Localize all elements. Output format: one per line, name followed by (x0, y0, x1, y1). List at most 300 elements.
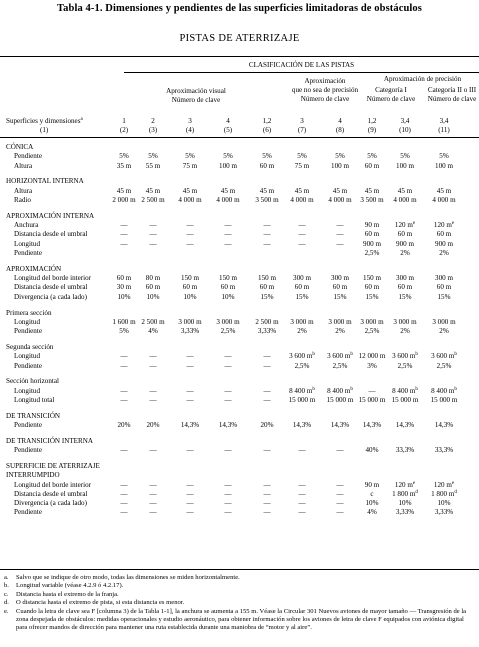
table-cell: 150 m (219, 274, 237, 283)
table-cell: 5% (335, 152, 345, 161)
table-cell: 15% (260, 292, 274, 301)
table-cell: 300 m (331, 274, 349, 283)
column-code: 2 (151, 117, 155, 125)
table-cell: 45 m (116, 186, 132, 195)
column-number: (2) (119, 126, 129, 134)
footnotes (4, 574, 476, 633)
table-cell: 3 000 m (393, 317, 417, 326)
table-cell: 45 m (436, 186, 452, 195)
table-cell: 60 m (364, 283, 380, 292)
table-cell: 45 m (397, 186, 413, 195)
section-heading: Primera sección (6, 308, 52, 317)
column-code: 3 (188, 117, 192, 125)
footnote-text: Cuando la letra de clave sea F [columna 3) de la Tabla 1-1], la anchura se aumenta a 155 m. Véase la Circular 301 Nuevos aviones de mayor tamaño — Transgresión de la zona despejada de obstáculos: medidas operacionales y estudio aeronáutico, para obtener información sobre los aviones de letra de clave F equipados con aviónica digital para ofrecer mandos de dirección para mantener una ruta establecida durante una maniobra de “motor y al aire”. (16, 607, 467, 632)
footnote-marker: d (454, 489, 457, 495)
section-heading: HORIZONTAL INTERNA (6, 177, 84, 186)
footnote-marker: b (312, 386, 315, 392)
table-cell: — (186, 508, 194, 517)
footnote-key: e. (4, 607, 9, 615)
footnote-key: c. (4, 590, 9, 598)
table-cell: 5% (223, 152, 233, 161)
row-label: Distancia desde el umbral (14, 489, 88, 498)
table-cell: — (298, 239, 306, 248)
table-cell: 2,5% (436, 361, 452, 370)
table-cell: — (336, 230, 344, 239)
table-cell: 20% (117, 421, 131, 429)
section-heading: DE TRANSICIÓN INTERNA (6, 436, 93, 445)
table-cell: 15% (333, 292, 347, 301)
table-cell: — (336, 508, 344, 517)
table-cell: — (224, 361, 232, 370)
table-cell: 120 $m^e$ (433, 221, 455, 230)
page-title: Tabla 4-1. Dimensiones y pendientes de las superficies limitadoras de obstáculos (57, 3, 422, 14)
row-label: Radio (14, 196, 31, 204)
column-code: 3,4 (400, 117, 410, 125)
table-cell: 2 500 m (141, 196, 165, 204)
table-cell: — (336, 446, 344, 455)
section-title: PISTAS DE ATERRIZAJE (179, 33, 300, 44)
table-cell: 5% (262, 152, 272, 161)
row-label: Pendiente (14, 508, 42, 517)
table-cell: 14,3% (330, 421, 350, 429)
footnote (4, 608, 476, 633)
row-label: Divergencia (a cada lado) (14, 292, 87, 301)
footnote-text: Longitud variable (véase 4.2.9 ó 4.2.17). (16, 582, 124, 590)
group-visual-line: Aproximación visual (166, 87, 226, 95)
table-cell: — (120, 446, 128, 455)
table-cell: 2% (297, 327, 307, 336)
table-cell: 2% (400, 327, 410, 336)
row-label: Pendiente (14, 249, 42, 257)
table-cell: — (368, 386, 376, 395)
table-cell: 60 m (397, 283, 413, 292)
table-cell: — (120, 239, 128, 248)
footnote-text: Distancia hasta el extremo de la franja. (16, 590, 119, 598)
column-number: (4) (185, 126, 195, 134)
table-cell: — (120, 489, 128, 498)
row-label: Divergencia (a cada lado) (14, 499, 87, 508)
table-cell: — (186, 489, 194, 498)
column-number: (7) (297, 126, 307, 134)
header-bottom-rule (0, 137, 479, 138)
table-cell: 20% (260, 421, 274, 429)
table-cell: — (263, 499, 271, 508)
table-cell: 300 m (435, 274, 453, 283)
table-cell: 35 m (116, 161, 132, 170)
table-cell: 300 m (396, 274, 414, 283)
table-cell: — (149, 386, 157, 395)
table-cell: — (263, 489, 271, 498)
cat23-line: Número de clave (427, 95, 477, 103)
table-cell: 3 000 m (178, 317, 202, 326)
table-cell: — (186, 480, 194, 489)
table-cell: 60 m (332, 283, 348, 292)
table-cell: 60 m (145, 283, 161, 292)
table-cell: 33,3% (434, 446, 454, 455)
table-cell: 100 m (331, 161, 349, 170)
footnote-marker: b (415, 352, 418, 358)
table-cell: — (298, 446, 306, 455)
table-cell: — (224, 386, 232, 395)
footnote (4, 599, 476, 607)
table-cell: 60 m (364, 230, 380, 239)
table-cell: 12 000 m (358, 352, 386, 361)
table-cell: 3% (367, 361, 377, 370)
row-label: Longitud (14, 386, 41, 395)
table-cell: — (263, 446, 271, 455)
footnote-key: d. (4, 599, 9, 607)
table-cell: — (120, 352, 128, 361)
table-cell: — (263, 386, 271, 395)
table-cell: — (149, 489, 157, 498)
table-cell: 3,33% (180, 327, 200, 336)
table-cell: 33,3% (395, 446, 415, 455)
table-cell: — (186, 221, 194, 230)
table-cell: — (298, 230, 306, 239)
group-noprec-line: que no sea de precisión (291, 86, 359, 94)
table-cell: 14,3% (362, 421, 382, 429)
table-cell: 8 400 $m^b$ (327, 386, 353, 395)
table-cell: 55 m (145, 161, 161, 170)
footnote-marker: a (80, 117, 83, 122)
footnote-key: a. (4, 574, 9, 581)
table-cell: 10% (221, 292, 235, 301)
table-cell: 900 m (396, 239, 414, 248)
table-cell: 120 $m^e$ (433, 480, 455, 489)
section-heading: DE TRANSICIÓN (6, 411, 61, 420)
table-cell: 45 m (259, 186, 275, 195)
table-cell: 4 000 m (178, 196, 202, 204)
table-cell: 3 000 m (328, 317, 352, 326)
column-number: (8) (335, 126, 345, 134)
table-cell: — (224, 230, 232, 239)
footnote (4, 591, 476, 599)
table-cell: 60 m (116, 274, 132, 283)
row-label: Distancia desde el umbral (14, 230, 88, 239)
table-cell: — (149, 395, 157, 404)
table-cell: 90 m (364, 221, 380, 230)
table-cell: 10% (398, 499, 412, 508)
table-cell: 300 m (293, 274, 311, 283)
row-label: Pendiente (14, 327, 42, 336)
table-cell: — (224, 508, 232, 517)
table-cell: — (186, 230, 194, 239)
table-cell: — (186, 352, 194, 361)
table-cell: — (186, 361, 194, 370)
group-visual-line: Número de clave (171, 96, 221, 104)
table-cell: 100 m (396, 161, 414, 170)
table-cell: 10% (146, 292, 160, 301)
table-cell: 90 m (364, 480, 380, 489)
table-cell: 15 000 m (391, 395, 419, 404)
table-cell: 3,33% (395, 508, 415, 517)
column-code: 1,2 (367, 117, 377, 125)
table-cell: 5% (400, 152, 410, 161)
table-cell: — (224, 395, 232, 404)
column-code: 3 (300, 117, 304, 125)
column-number: (10) (399, 126, 411, 134)
table-cell: — (149, 499, 157, 508)
row-label: Longitud del borde interior (14, 274, 92, 283)
table-cell: 15% (365, 292, 379, 301)
footnote-marker: e (451, 221, 455, 227)
table-cell: — (298, 480, 306, 489)
row-label: Distancia desde el umbral (14, 283, 88, 292)
table-cell: 30 m (116, 283, 132, 292)
cat23-line: Categoría II o III (427, 86, 477, 94)
row-label: Pendiente (14, 421, 42, 429)
row-label: Longitud (14, 239, 41, 248)
table-cell: 120 $m^e$ (394, 221, 416, 230)
table-cell: 2% (439, 249, 449, 257)
table-cell: 60 m (436, 283, 452, 292)
table-cell: 1 800 $m^d$ (392, 489, 418, 498)
table-cell: 14,3% (292, 421, 312, 429)
table-cell: — (224, 489, 232, 498)
table-cell: 14,3% (395, 421, 415, 429)
table-cell: 3 600 $m^b$ (431, 352, 457, 361)
row-label: Anchura (14, 221, 39, 230)
footnote-marker: b (454, 352, 457, 358)
footnote-marker: e (412, 221, 416, 227)
table-cell: 2 000 m (112, 196, 136, 204)
footnote-marker: e (412, 480, 416, 486)
table-cell: 14,3% (218, 421, 238, 429)
table-cell: 150 m (363, 274, 381, 283)
table-cell: 3 000 m (290, 317, 314, 326)
table-cell: — (224, 221, 232, 230)
table-cell: 2 500 m (255, 317, 279, 326)
table-cell: 45 m (182, 186, 198, 195)
table-cell: — (336, 239, 344, 248)
table-cell: — (120, 395, 128, 404)
group-noprec-line: Número de clave (300, 95, 350, 103)
table-cell: — (224, 499, 232, 508)
table-cell: 3,33% (434, 508, 454, 517)
row-label: Longitud (14, 352, 41, 361)
table-cell: 3 500 m (360, 196, 384, 204)
footnote-text: Salvo que se indique de otro modo, todas las dimensiones se miden horizontalmente. (16, 574, 240, 581)
table-cell: 14,3% (180, 421, 200, 429)
table-cell: 8 400 $m^b$ (289, 386, 315, 395)
table-cell: 60 m (364, 161, 380, 170)
table-cell: — (149, 239, 157, 248)
section-heading: Sección horizontal (6, 377, 59, 386)
table-cell: 4 000 m (290, 196, 314, 204)
footnote-marker: b (415, 386, 418, 392)
footnote-marker: b (454, 386, 457, 392)
table-cell: 75 m (182, 161, 198, 170)
row-label: Longitud (14, 317, 41, 326)
column-number: (5) (223, 126, 233, 134)
row-label: Longitud total (14, 395, 55, 404)
table-cell: 45 m (220, 186, 236, 195)
table-cell: 1 800 $m^d$ (431, 489, 457, 498)
column-code: 1 (122, 117, 126, 125)
footnote (4, 574, 476, 582)
table-cell: — (120, 386, 128, 395)
table-cell: — (120, 480, 128, 489)
table-cell: 45 m (364, 186, 380, 195)
table-cell: — (120, 230, 128, 239)
table-cell: 2% (400, 249, 410, 257)
table-cell: — (336, 221, 344, 230)
table-cell: 45 m (145, 186, 161, 195)
table-cell: — (263, 395, 271, 404)
table-cell: 3 000 m (360, 317, 384, 326)
table-cell: 4% (367, 508, 377, 517)
table-cell: 20% (146, 421, 160, 429)
table-cell: — (336, 489, 344, 498)
table-cell: 100 m (219, 161, 237, 170)
table-cell: — (149, 230, 157, 239)
table-cell: — (149, 352, 157, 361)
table-cell: — (224, 480, 232, 489)
table-cell: 150 m (181, 274, 199, 283)
table-cell: 5% (148, 152, 158, 161)
table-cell: 4 000 m (432, 196, 456, 204)
table-cell: 10% (437, 499, 451, 508)
row-label: Pendiente (14, 152, 42, 161)
table-cell: 3 000 m (216, 317, 240, 326)
footnote-marker: b (350, 386, 353, 392)
table-cell: — (186, 395, 194, 404)
table-cell: — (263, 508, 271, 517)
table-cell: 60 m (397, 230, 413, 239)
table-cell: 2,5% (364, 249, 380, 257)
table-cell: — (120, 499, 128, 508)
table-cell: 2,5% (220, 327, 236, 336)
table-cell: 3 600 $m^b$ (392, 352, 418, 361)
table-cell: — (298, 499, 306, 508)
table-cell: — (149, 221, 157, 230)
cat1-line: Número de clave (366, 95, 416, 103)
table-cell: 2,5% (397, 361, 413, 370)
column-code: 4 (338, 117, 342, 125)
table-cell: 3 600 $m^b$ (327, 352, 353, 361)
table-cell: 100 m (435, 161, 453, 170)
row-header-number: (1) (40, 126, 49, 134)
table-cell: — (186, 386, 194, 395)
table-cell: 14,3% (434, 421, 454, 429)
table-cell: 15% (398, 292, 412, 301)
row-label: Altura (14, 186, 33, 195)
row-label: Pendiente (14, 361, 42, 370)
footnote-marker: d (415, 489, 418, 495)
column-code: 4 (226, 117, 230, 125)
section-heading: INTERRUMPIDO (6, 471, 60, 480)
table-cell: — (149, 361, 157, 370)
table-cell: 8 400 $m^b$ (431, 386, 457, 395)
table-cell: — (224, 446, 232, 455)
table-cell: — (149, 446, 157, 455)
table-cell: — (336, 499, 344, 508)
table-cell: — (336, 480, 344, 489)
table-cell: — (186, 239, 194, 248)
table-cell: 2,5% (364, 327, 380, 336)
column-number: (11) (438, 126, 450, 134)
table-cell: 5% (367, 152, 377, 161)
table-cell: 15 000 m (358, 395, 386, 404)
table-cell: — (149, 480, 157, 489)
table-cell: 3 600 $m^b$ (289, 352, 315, 361)
footnote-marker: b (312, 352, 315, 358)
table-cell: 5% (119, 152, 129, 161)
table-cell: 5% (297, 152, 307, 161)
column-code: 3,4 (439, 117, 449, 125)
table-cell: 2 500 m (141, 317, 165, 326)
section-heading: APROXIMACIÓN INTERNA (6, 211, 95, 220)
section-heading: SUPERFICIE DE ATERRIZAJE (6, 461, 100, 470)
table-cell: — (120, 221, 128, 230)
table-top-rule (0, 56, 479, 57)
table-cell: 45 m (294, 186, 310, 195)
column-number: (3) (148, 126, 158, 134)
table-cell: 3 000 m (432, 317, 456, 326)
footnote-marker: b (350, 352, 353, 358)
table-cell: — (298, 508, 306, 517)
table-cell: 3 500 m (255, 196, 279, 204)
column-code: 1,2 (262, 117, 272, 125)
row-label: Altura (14, 161, 33, 170)
table-cell: 2% (335, 327, 345, 336)
table-cell: — (224, 239, 232, 248)
table-cell: 60 m (259, 283, 275, 292)
classification-underline (124, 72, 479, 73)
table-cell: 40% (365, 446, 379, 455)
table-cell: — (263, 361, 271, 370)
table-cell: — (186, 499, 194, 508)
table-cell: 150 m (258, 274, 276, 283)
table-cell: — (186, 446, 194, 455)
table-cell: 3,33% (257, 327, 277, 336)
table-cell: 5% (119, 327, 129, 336)
table-cell: 2,5% (332, 361, 348, 370)
table-cell: 4% (148, 327, 158, 336)
table-cell: — (263, 221, 271, 230)
table-cell: 900 m (363, 239, 381, 248)
table-cell: 60 m (182, 283, 198, 292)
table-cell: — (263, 352, 271, 361)
table-cell: — (263, 230, 271, 239)
table-bottom-rule (0, 569, 479, 570)
table-cell: 15% (437, 292, 451, 301)
column-number: (6) (262, 126, 272, 134)
cat1-line: Categoría I (375, 86, 407, 94)
table-cell: 60 m (259, 161, 275, 170)
footnote-marker: e (451, 480, 455, 486)
table-cell: 4 000 m (328, 196, 352, 204)
table-cell: 5% (185, 152, 195, 161)
table-cell: 60 m (220, 283, 236, 292)
table-cell: 60 m (436, 230, 452, 239)
table-cell: 60 m (294, 283, 310, 292)
table-cell: 75 m (294, 161, 310, 170)
table-cell: — (298, 221, 306, 230)
table-cell: 900 m (435, 239, 453, 248)
table-cell: — (120, 508, 128, 517)
group-precision: Aproximación de precisión (383, 75, 462, 83)
section-heading: APROXIMACIÓN (6, 264, 62, 273)
table-cell: 80 m (145, 274, 161, 283)
column-number: (9) (367, 126, 377, 134)
table-cell: — (298, 489, 306, 498)
table-cell: 4 000 m (216, 196, 240, 204)
table-cell: 2% (439, 327, 449, 336)
table-cell: c (370, 489, 374, 498)
section-heading: CÓNICA (6, 143, 34, 151)
table-cell: — (224, 352, 232, 361)
